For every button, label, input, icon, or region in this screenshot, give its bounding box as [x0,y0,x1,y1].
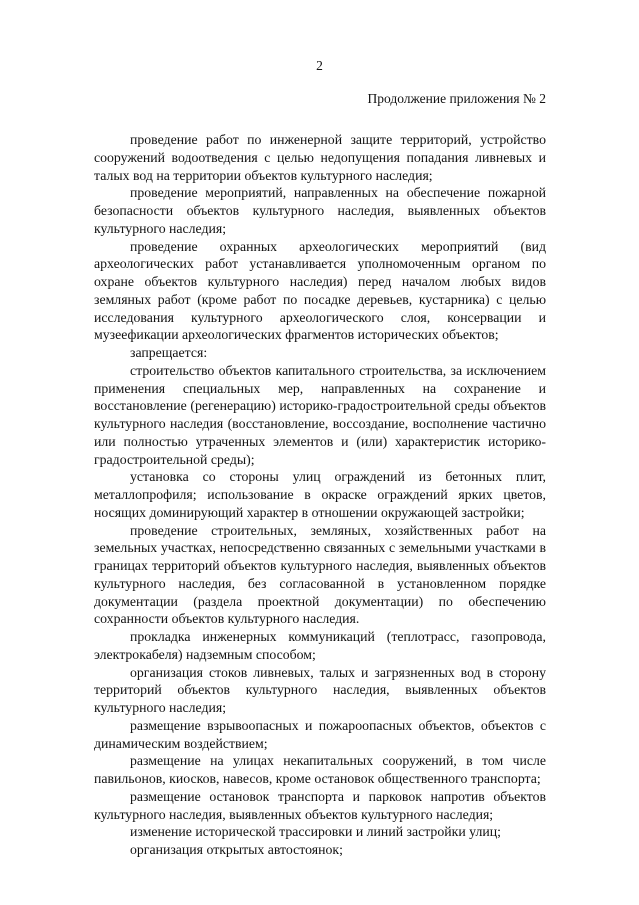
paragraph-fire-safety: проведение мероприятий, направленных на обеспечение пожарной безопасности объектов культурного наследия, выявленных объектов культурного наследия; [94,185,546,236]
paragraph-street-layout: изменение исторической трассировки и линий застройки улиц; [130,824,501,840]
paragraph-archaeological-measures: проведение охранных археологических мероприятий (вид археологических работ устанавливается уполномоченным органом по охране объектов культурного наследия) перед началом любых видов земляных работ (кроме работ по посадке деревьев, кустарника) с целью исследования культурного археологического слоя, консервации и музеефикации археологических фрагментов исторических объектов; [94,238,546,343]
paragraph-parking-lots: организация открытых автостоянок; [130,842,343,857]
paragraph-temporary-structures: размещение на улицах некапитальных сооружений, в том числе павильонов, киосков, навесов, кроме остановок общественного транспорта; [94,753,546,786]
paragraph-construction-works: проведение строительных, земляных, хозяйственных работ на земельных участках, непосредственно связанных с земельными участками в границах территорий объектов культурного наследия, выявленных объектов культурного наследия, без согласованной в установленном порядке документации (раздела проектной документации) по обеспечению сохранности объектов культурного наследия. [94,522,546,627]
appendix-continuation-note: Продолжение приложения № 2 [367,91,546,106]
paragraph-utilities: прокладка инженерных коммуникаций (теплотрасс, газопровода, электрокабеля) надземным способом; [94,629,546,662]
paragraph-hazardous-objects: размещение взрывоопасных и пожароопасных объектов, объектов с динамическим воздействием; [94,717,546,751]
paragraph-transport-stops: размещение остановок транспорта и парковок напротив объектов культурного наследия, выявленных объектов культурного наследия; [94,788,546,822]
paragraph-prohibited-heading: запрещается: [130,345,208,360]
paragraph-capital-construction: строительство объектов капитального строительства, за исключением применения специальных мер, направленных на сохранение и восстановление (регенерацию) историко-градостроительной среды объектов культурного наследия (восстановление, воссоздание, восполнение частично или полностью утраченных элементов и (или) характеристик историко-градостроительной среды); [94,362,546,467]
page-number: 2 [316,58,323,73]
paragraph-engineering-protection: проведение работ по инженерной защите территорий, устройство сооружений водоотведения с целью недопущения попадания ливневых и талых вод на территории объектов культурного наследия; [94,132,546,183]
paragraph-drainage: организация стоков ливневых, талых и загрязненных вод в сторону территорий объектов культурного наследия, выявленных объектов культурного наследия; [94,664,546,715]
paragraph-fences: установка со стороны улиц ограждений из бетонных плит, металлопрофиля; использование в окраске ограждений ярких цветов, носящих доминирующий характер в отношении окружающей застройки; [94,469,546,520]
document-body [94,131,546,859]
